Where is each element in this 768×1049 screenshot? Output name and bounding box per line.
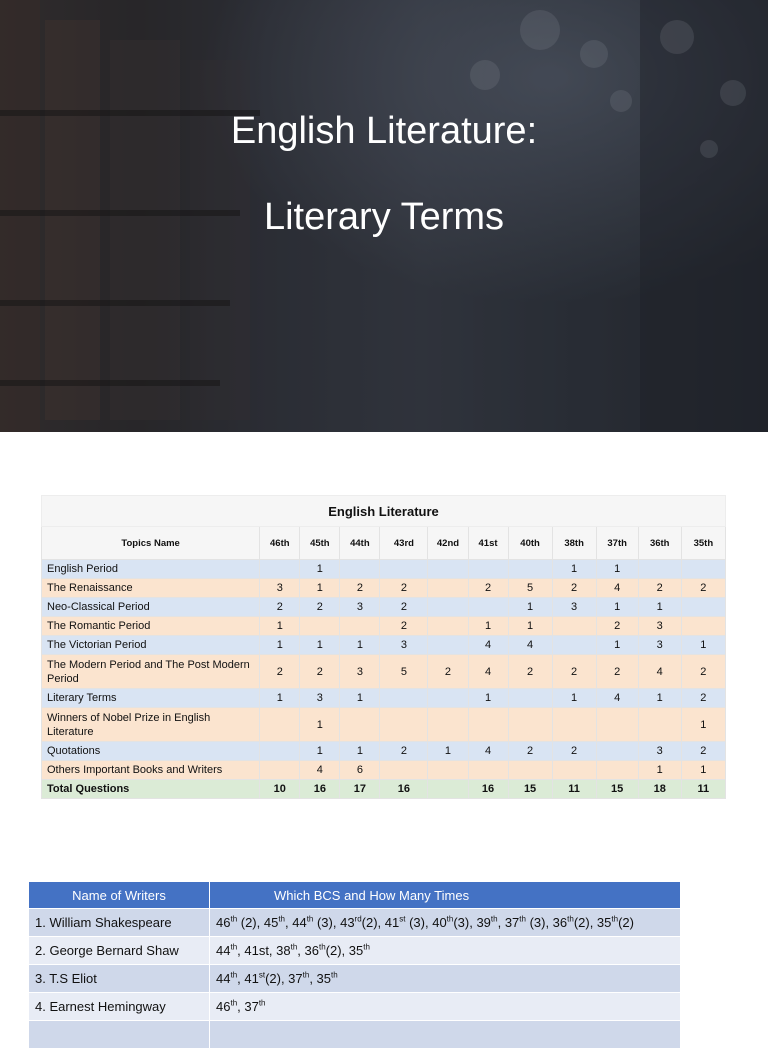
literature-questions-table <box>41 495 726 799</box>
question-count: 5 <box>380 655 428 689</box>
column-header-bcs: 46th <box>260 527 300 560</box>
column-header-bcs: 40th <box>508 527 552 560</box>
question-count <box>596 742 638 761</box>
question-count <box>596 761 638 780</box>
writer-bcs-times: 44th, 41st(2), 37th, 35th <box>210 965 681 993</box>
question-count <box>428 689 468 708</box>
header-name-of-writers: Name of Writers <box>29 882 210 909</box>
question-count: 3 <box>638 617 681 636</box>
question-count: 1 <box>260 636 300 655</box>
question-count: 1 <box>552 689 596 708</box>
question-count: 2 <box>508 655 552 689</box>
total-label: Total Questions <box>42 780 260 799</box>
question-count <box>552 636 596 655</box>
question-count: 1 <box>596 560 638 579</box>
question-count: 1 <box>681 636 725 655</box>
question-count: 1 <box>300 636 340 655</box>
question-count: 2 <box>428 655 468 689</box>
question-count: 4 <box>300 761 340 780</box>
question-count <box>468 560 508 579</box>
question-count: 1 <box>596 636 638 655</box>
question-count: 4 <box>468 655 508 689</box>
table-caption-row <box>42 496 726 527</box>
question-count <box>508 708 552 742</box>
question-count: 1 <box>260 689 300 708</box>
slide-title: English Literature: <box>230 110 538 152</box>
question-count <box>638 560 681 579</box>
question-count: 2 <box>380 579 428 598</box>
question-count <box>681 560 725 579</box>
table-row <box>42 636 726 655</box>
question-count: 4 <box>596 579 638 598</box>
question-count <box>380 560 428 579</box>
column-header-bcs: 43rd <box>380 527 428 560</box>
column-header-bcs: 36th <box>638 527 681 560</box>
question-count: 2 <box>681 655 725 689</box>
question-count: 2 <box>300 655 340 689</box>
question-count <box>260 560 300 579</box>
question-count: 3 <box>260 579 300 598</box>
question-count: 1 <box>508 598 552 617</box>
question-count: 4 <box>508 636 552 655</box>
question-count <box>552 617 596 636</box>
question-count: 1 <box>638 598 681 617</box>
question-count: 1 <box>468 689 508 708</box>
topic-name: Literary Terms <box>42 689 260 708</box>
question-count: 1 <box>508 617 552 636</box>
topic-name: The Romantic Period <box>42 617 260 636</box>
question-count <box>552 761 596 780</box>
question-count: 3 <box>552 598 596 617</box>
question-count: 5 <box>508 579 552 598</box>
header-which-bcs: Which BCS and How Many Times <box>210 882 681 909</box>
question-count: 1 <box>638 761 681 780</box>
table-row <box>42 560 726 579</box>
question-count: 1 <box>300 742 340 761</box>
question-count: 4 <box>468 636 508 655</box>
question-count: 1 <box>300 560 340 579</box>
question-count: 2 <box>552 742 596 761</box>
writer-name: 1. William Shakespeare <box>29 909 210 937</box>
question-count: 2 <box>596 655 638 689</box>
topic-name: Winners of Nobel Prize in English Literature <box>42 708 260 742</box>
question-count: 1 <box>300 708 340 742</box>
question-count: 2 <box>340 579 380 598</box>
question-count <box>428 560 468 579</box>
total-count: 10 <box>260 780 300 799</box>
question-count <box>428 761 468 780</box>
question-count: 2 <box>380 598 428 617</box>
total-count: 15 <box>508 780 552 799</box>
question-count: 2 <box>468 579 508 598</box>
question-count: 4 <box>596 689 638 708</box>
question-count <box>681 617 725 636</box>
question-count: 2 <box>260 655 300 689</box>
question-count: 2 <box>552 655 596 689</box>
column-header-topics: Topics Name <box>42 527 260 560</box>
topic-name: Others Important Books and Writers <box>42 761 260 780</box>
total-count: 16 <box>300 780 340 799</box>
question-count: 3 <box>638 636 681 655</box>
question-count: 3 <box>300 689 340 708</box>
table-header-row <box>42 527 726 560</box>
writer-bcs-times: 44th, 41st, 38th, 36th(2), 35th <box>210 937 681 965</box>
question-count: 2 <box>380 742 428 761</box>
question-count <box>340 617 380 636</box>
topic-name: Quotations <box>42 742 260 761</box>
question-count: 1 <box>300 579 340 598</box>
question-count: 1 <box>468 617 508 636</box>
question-count <box>380 708 428 742</box>
total-count: 15 <box>596 780 638 799</box>
table-row <box>42 655 726 689</box>
table-row <box>42 617 726 636</box>
column-header-bcs: 41st <box>468 527 508 560</box>
question-count: 4 <box>468 742 508 761</box>
question-count <box>340 708 380 742</box>
question-count <box>596 708 638 742</box>
total-count: 18 <box>638 780 681 799</box>
question-count <box>508 761 552 780</box>
total-count: 17 <box>340 780 380 799</box>
column-header-bcs: 45th <box>300 527 340 560</box>
question-count <box>428 617 468 636</box>
question-count <box>428 598 468 617</box>
writer-name: 3. T.S Eliot <box>29 965 210 993</box>
total-row <box>42 780 726 799</box>
question-count <box>552 708 596 742</box>
table-row <box>42 598 726 617</box>
slide-subtitle: Literary Terms <box>263 196 505 238</box>
column-header-bcs: 42nd <box>428 527 468 560</box>
question-count: 1 <box>340 742 380 761</box>
table-row <box>42 689 726 708</box>
question-count <box>380 761 428 780</box>
table-row <box>42 708 726 742</box>
question-count <box>468 708 508 742</box>
question-count <box>638 708 681 742</box>
writer-row <box>29 993 681 1021</box>
column-header-bcs: 37th <box>596 527 638 560</box>
question-count: 2 <box>552 579 596 598</box>
total-count <box>428 780 468 799</box>
column-header-bcs: 35th <box>681 527 725 560</box>
writer-bcs-times <box>210 1021 681 1049</box>
column-header-bcs: 38th <box>552 527 596 560</box>
topic-name: Neo-Classical Period <box>42 598 260 617</box>
question-count: 2 <box>380 617 428 636</box>
total-count: 16 <box>468 780 508 799</box>
writer-name <box>29 1021 210 1049</box>
topic-name: The Victorian Period <box>42 636 260 655</box>
writer-name: 4. Earnest Hemingway <box>29 993 210 1021</box>
writer-row <box>29 909 681 937</box>
question-count: 2 <box>681 579 725 598</box>
total-count: 11 <box>552 780 596 799</box>
writer-name: 2. George Bernard Shaw <box>29 937 210 965</box>
question-count: 1 <box>552 560 596 579</box>
question-count <box>428 579 468 598</box>
question-count <box>468 598 508 617</box>
question-count: 2 <box>681 689 725 708</box>
writers-table-header <box>29 882 681 909</box>
question-count <box>260 761 300 780</box>
question-count: 4 <box>638 655 681 689</box>
question-count: 3 <box>638 742 681 761</box>
question-count: 3 <box>380 636 428 655</box>
question-count: 1 <box>340 636 380 655</box>
writer-bcs-times: 46th (2), 45th, 44th (3), 43rd(2), 41st (3), 40th(3), 39th, 37th (3), 36th(2), 35th(2) <box>210 909 681 937</box>
question-count: 2 <box>681 742 725 761</box>
question-count: 3 <box>340 598 380 617</box>
table-caption: English Literature <box>42 496 726 527</box>
question-count: 1 <box>260 617 300 636</box>
table-row <box>42 761 726 780</box>
question-count: 1 <box>681 761 725 780</box>
question-count: 1 <box>681 708 725 742</box>
writer-row <box>29 965 681 993</box>
writer-bcs-times: 46th, 37th <box>210 993 681 1021</box>
writer-row <box>29 937 681 965</box>
title-slide-banner <box>0 0 768 432</box>
question-count: 2 <box>638 579 681 598</box>
question-count <box>428 708 468 742</box>
table-row <box>42 579 726 598</box>
question-count <box>508 560 552 579</box>
question-count: 2 <box>596 617 638 636</box>
topic-name: The Modern Period and The Post Modern Period <box>42 655 260 689</box>
total-count: 11 <box>681 780 725 799</box>
question-count: 1 <box>428 742 468 761</box>
question-count: 2 <box>508 742 552 761</box>
question-count <box>340 560 380 579</box>
question-count: 1 <box>638 689 681 708</box>
question-count: 1 <box>340 689 380 708</box>
question-count: 6 <box>340 761 380 780</box>
column-header-bcs: 44th <box>340 527 380 560</box>
question-count <box>260 742 300 761</box>
question-count <box>300 617 340 636</box>
writer-row <box>29 1021 681 1049</box>
topic-name: English Period <box>42 560 260 579</box>
question-count <box>428 636 468 655</box>
question-count <box>380 689 428 708</box>
question-count: 3 <box>340 655 380 689</box>
table-row <box>42 742 726 761</box>
question-count <box>260 708 300 742</box>
question-count: 2 <box>260 598 300 617</box>
question-count: 1 <box>596 598 638 617</box>
question-count <box>508 689 552 708</box>
question-count <box>468 761 508 780</box>
question-count: 2 <box>300 598 340 617</box>
total-count: 16 <box>380 780 428 799</box>
question-count <box>681 598 725 617</box>
topic-name: The Renaissance <box>42 579 260 598</box>
